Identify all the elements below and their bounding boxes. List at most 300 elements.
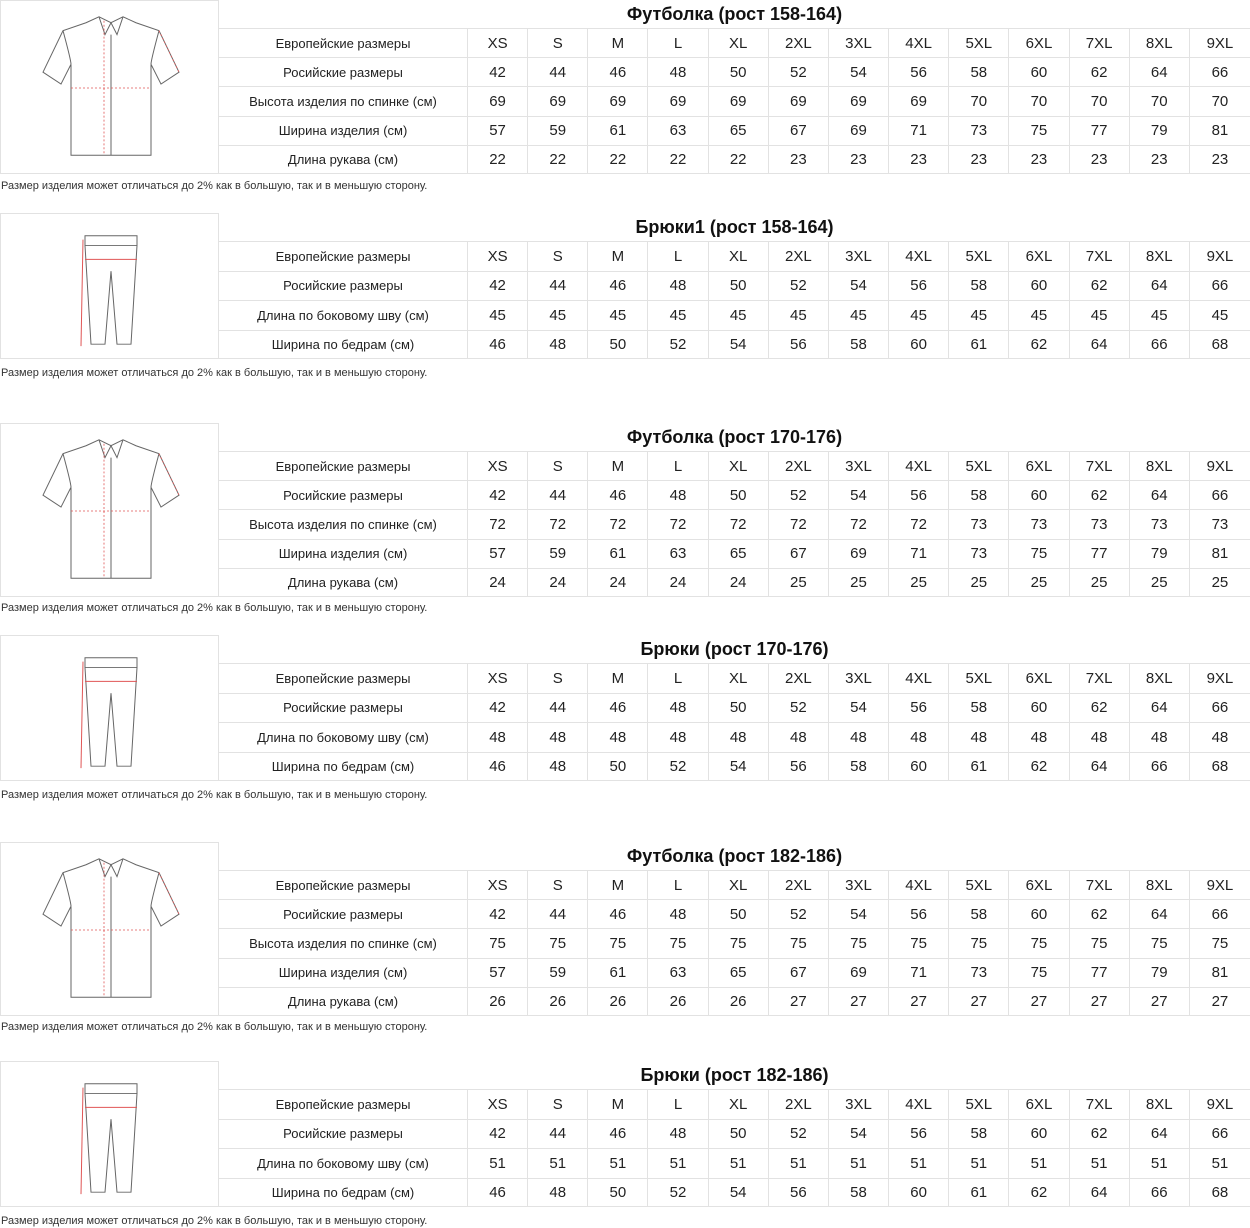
table-cell: 81 xyxy=(1211,545,1229,563)
table-cell: 44 xyxy=(528,58,588,86)
table-cell: 62 xyxy=(1070,900,1130,928)
table-title xyxy=(219,635,1250,663)
table-cell: 61 xyxy=(949,331,1009,359)
table-cell: 3XL xyxy=(829,242,889,271)
table-cell: 5XL xyxy=(949,29,1009,57)
table-cell: 50 xyxy=(588,1179,648,1207)
row-label: Европейские размеры xyxy=(219,871,468,899)
table-cell: 4XL xyxy=(889,871,949,899)
table-cell: 42 xyxy=(468,694,528,723)
table-cell: 24 xyxy=(588,569,648,596)
table-cell: 54 xyxy=(829,694,889,723)
size-table xyxy=(219,1061,1250,1207)
size-table-pants xyxy=(0,635,1250,781)
table-cell: 70 xyxy=(949,87,1009,115)
table-cell: 66 xyxy=(1211,486,1229,504)
table-cell: XS xyxy=(468,1090,528,1119)
table-cell: 8XL xyxy=(1130,29,1190,57)
table-cell: 81 xyxy=(1211,964,1229,982)
table-cell: 44 xyxy=(528,1120,588,1149)
size-table xyxy=(219,213,1250,359)
table-cell: 72 xyxy=(769,510,829,538)
table-cell: 56 xyxy=(889,694,949,723)
table-cell: S xyxy=(528,452,588,480)
table-cell: 64 xyxy=(1130,272,1190,301)
table-cell: 69 xyxy=(829,540,889,568)
table-cell: 48 xyxy=(588,723,648,752)
table-cell: 58 xyxy=(949,58,1009,86)
row-label: Ширина изделия (см) xyxy=(219,959,468,987)
row-label: Ширина по бедрам (см) xyxy=(219,1179,468,1207)
table-cell: 52 xyxy=(648,331,708,359)
table-cell: 2XL xyxy=(769,242,829,271)
table-cell: 23 xyxy=(1009,146,1069,173)
table-cell: 73 xyxy=(949,510,1009,538)
table-cell: 57 xyxy=(468,117,528,145)
table-cell: 25 xyxy=(1070,569,1130,596)
table-row xyxy=(219,509,1250,538)
table-cell: 4XL xyxy=(889,452,949,480)
table-cell: 6XL xyxy=(1009,452,1069,480)
size-table xyxy=(219,842,1250,1016)
table-row xyxy=(219,330,1250,360)
table-cell: 6XL xyxy=(1009,664,1069,693)
table-cell: L xyxy=(648,29,708,57)
table-row xyxy=(219,451,1250,480)
table-cell: 69 xyxy=(829,87,889,115)
table-cell: 9XL xyxy=(1206,247,1234,265)
table-cell: 67 xyxy=(769,959,829,987)
table-title-height-range: (рост 182-186) xyxy=(713,846,843,866)
table-cell: 72 xyxy=(528,510,588,538)
row-label: Длина по боковому шву (см) xyxy=(219,723,468,752)
table-cell: 69 xyxy=(468,87,528,115)
table-cell: 27 xyxy=(1211,992,1229,1010)
table-cell: 2XL xyxy=(769,871,829,899)
size-table xyxy=(219,635,1250,781)
table-cell: 50 xyxy=(709,481,769,509)
table-cell: 4XL xyxy=(889,29,949,57)
table-cell: 51 xyxy=(1009,1149,1069,1178)
table-cell: XL xyxy=(709,664,769,693)
row-label: Длина по боковому шву (см) xyxy=(219,1149,468,1178)
table-cell: 73 xyxy=(949,959,1009,987)
table-cell: 60 xyxy=(1009,272,1069,301)
table-cell: 52 xyxy=(769,481,829,509)
table-cell: 46 xyxy=(588,272,648,301)
table-cell: XS xyxy=(468,29,528,57)
table-cell: 5XL xyxy=(949,452,1009,480)
table-cell: L xyxy=(648,452,708,480)
table-cell: 79 xyxy=(1130,540,1190,568)
table-cell: S xyxy=(528,1090,588,1119)
pants-illustration xyxy=(0,213,219,359)
table-row xyxy=(219,752,1250,782)
table-cell: 66 xyxy=(1211,63,1229,81)
row-label: Росийские размеры xyxy=(219,481,468,509)
table-cell: 9XL xyxy=(1206,876,1234,894)
table-cell: XS xyxy=(468,871,528,899)
table-row xyxy=(219,480,1250,509)
table-cell: 46 xyxy=(588,481,648,509)
row-label: Росийские размеры xyxy=(219,272,468,301)
table-cell: 75 xyxy=(889,929,949,957)
table-cell: 58 xyxy=(949,272,1009,301)
table-cell: 81 xyxy=(1211,122,1229,140)
table-cell: 64 xyxy=(1130,694,1190,723)
size-table-shirt xyxy=(0,423,1250,597)
table-cell: 7XL xyxy=(1070,29,1130,57)
table-title xyxy=(219,842,1250,870)
table-cell: 79 xyxy=(1130,959,1190,987)
table-cell: 73 xyxy=(1009,510,1069,538)
table-cell: 45 xyxy=(889,301,949,330)
table-cell: 52 xyxy=(648,1179,708,1207)
table-cell: M xyxy=(588,871,648,899)
table-cell: 56 xyxy=(889,900,949,928)
table-cell: 52 xyxy=(769,1120,829,1149)
table-cell: M xyxy=(588,1090,648,1119)
table-cell: 68 xyxy=(1211,335,1229,353)
table-cell: 75 xyxy=(1211,934,1229,952)
table-cell: M xyxy=(588,664,648,693)
table-cell: 5XL xyxy=(949,242,1009,271)
table-cell: 45 xyxy=(1211,306,1229,324)
table-cell: 56 xyxy=(769,753,829,781)
row-label: Росийские размеры xyxy=(219,900,468,928)
table-cell: 52 xyxy=(769,58,829,86)
table-title-height-range: (рост 170-176) xyxy=(699,639,829,659)
table-cell: 56 xyxy=(889,58,949,86)
table-cell: 64 xyxy=(1130,1120,1190,1149)
size-table-shirt xyxy=(0,842,1250,1016)
table-cell: 8XL xyxy=(1130,452,1190,480)
table-cell: 66 xyxy=(1211,277,1229,295)
table-cell: 46 xyxy=(468,753,528,781)
table-cell: 51 xyxy=(949,1149,1009,1178)
row-label: Европейские размеры xyxy=(219,452,468,480)
table-cell: 48 xyxy=(949,723,1009,752)
table-cell: 60 xyxy=(1009,481,1069,509)
table-cell: 56 xyxy=(769,331,829,359)
table-title-main: Брюки xyxy=(640,639,700,659)
table-cell: 45 xyxy=(769,301,829,330)
table-cell: 22 xyxy=(648,146,708,173)
size-tolerance-note: Размер изделия может отличаться до 2% как в большую, так и в меньшую сторону. xyxy=(1,1021,428,1033)
table-row xyxy=(219,116,1250,145)
table-cell: 58 xyxy=(949,1120,1009,1149)
table-cell: 9XL xyxy=(1206,669,1234,687)
table-cell: 50 xyxy=(709,272,769,301)
size-tolerance-note: Размер изделия может отличаться до 2% как в большую, так и в меньшую сторону. xyxy=(1,789,428,801)
table-cell: 70 xyxy=(1130,87,1190,115)
table-title-height-range: (рост 158-164) xyxy=(704,217,834,237)
table-cell: 75 xyxy=(1130,929,1190,957)
table-cell: M xyxy=(588,452,648,480)
table-cell: 75 xyxy=(769,929,829,957)
table-cell: 45 xyxy=(1009,301,1069,330)
table-cell: 45 xyxy=(528,301,588,330)
table-cell: 23 xyxy=(1070,146,1130,173)
table-cell: 73 xyxy=(949,540,1009,568)
table-cell: 44 xyxy=(528,694,588,723)
row-label: Высота изделия по спинке (см) xyxy=(219,929,468,957)
table-cell: 48 xyxy=(528,723,588,752)
table-cell: 64 xyxy=(1130,481,1190,509)
table-cell: 48 xyxy=(648,58,708,86)
table-cell: XS xyxy=(468,452,528,480)
table-cell: 48 xyxy=(1070,723,1130,752)
table-row xyxy=(219,987,1250,1016)
pants-illustration xyxy=(0,1061,219,1207)
table-cell: L xyxy=(648,664,708,693)
table-cell: 62 xyxy=(1070,694,1130,723)
table-row xyxy=(219,241,1250,271)
table-cell: 23 xyxy=(889,146,949,173)
table-cell: 54 xyxy=(829,58,889,86)
table-cell: 77 xyxy=(1070,540,1130,568)
table-cell: S xyxy=(528,242,588,271)
size-tolerance-note: Размер изделия может отличаться до 2% как в большую, так и в меньшую сторону. xyxy=(1,602,428,614)
table-cell: 7XL xyxy=(1070,1090,1130,1119)
table-title-main: Брюки xyxy=(640,1065,700,1085)
table-cell: 26 xyxy=(468,988,528,1015)
table-cell: 60 xyxy=(1009,58,1069,86)
table-cell: 58 xyxy=(949,694,1009,723)
table-title-main: Брюки1 xyxy=(635,217,705,237)
table-cell: 51 xyxy=(528,1149,588,1178)
table-cell: 62 xyxy=(1070,58,1130,86)
table-cell: 51 xyxy=(1070,1149,1130,1178)
table-title xyxy=(219,423,1250,451)
table-cell: XL xyxy=(709,452,769,480)
row-label: Европейские размеры xyxy=(219,29,468,57)
table-title-main: Футболка xyxy=(626,4,714,24)
row-label: Длина рукава (см) xyxy=(219,569,468,596)
table-cell: 64 xyxy=(1070,331,1130,359)
table-cell: 69 xyxy=(889,87,949,115)
table-cell: 70 xyxy=(1070,87,1130,115)
row-label: Росийские размеры xyxy=(219,694,468,723)
table-cell: 75 xyxy=(829,929,889,957)
table-cell: 48 xyxy=(648,694,708,723)
table-row xyxy=(219,928,1250,957)
table-cell: 75 xyxy=(949,929,1009,957)
table-cell: 62 xyxy=(1070,481,1130,509)
table-cell: 27 xyxy=(949,988,1009,1015)
table-cell: 65 xyxy=(709,117,769,145)
table-cell: 51 xyxy=(829,1149,889,1178)
table-cell: 51 xyxy=(709,1149,769,1178)
table-cell: 56 xyxy=(769,1179,829,1207)
table-cell: 45 xyxy=(1070,301,1130,330)
table-cell: 26 xyxy=(528,988,588,1015)
table-cell: 75 xyxy=(648,929,708,957)
table-cell: 50 xyxy=(709,900,769,928)
row-label: Европейские размеры xyxy=(219,1090,468,1119)
table-cell: 3XL xyxy=(829,871,889,899)
table-cell: 54 xyxy=(829,481,889,509)
table-cell: 64 xyxy=(1070,1179,1130,1207)
table-row xyxy=(219,28,1250,57)
table-cell: L xyxy=(648,1090,708,1119)
size-table xyxy=(219,423,1250,597)
table-cell: 67 xyxy=(769,540,829,568)
table-cell: 72 xyxy=(889,510,949,538)
table-cell: 51 xyxy=(889,1149,949,1178)
table-cell: 50 xyxy=(709,58,769,86)
table-cell: 3XL xyxy=(829,452,889,480)
table-cell: 72 xyxy=(648,510,708,538)
table-cell: 54 xyxy=(709,331,769,359)
table-cell: 60 xyxy=(889,1179,949,1207)
table-cell: 63 xyxy=(648,117,708,145)
table-cell: 22 xyxy=(468,146,528,173)
table-cell: 48 xyxy=(648,1120,708,1149)
table-cell: 23 xyxy=(1211,150,1229,168)
table-cell: 8XL xyxy=(1130,871,1190,899)
table-cell: 51 xyxy=(648,1149,708,1178)
table-cell: 6XL xyxy=(1009,1090,1069,1119)
table-cell: 59 xyxy=(528,959,588,987)
table-cell: 25 xyxy=(769,569,829,596)
table-cell: 73 xyxy=(1211,515,1229,533)
table-cell: 25 xyxy=(1211,573,1229,591)
table-cell: 4XL xyxy=(889,664,949,693)
table-cell: 52 xyxy=(648,753,708,781)
table-cell: 2XL xyxy=(769,29,829,57)
table-cell: 27 xyxy=(889,988,949,1015)
table-cell: 58 xyxy=(949,481,1009,509)
table-cell: 27 xyxy=(1070,988,1130,1015)
table-cell: S xyxy=(528,29,588,57)
table-cell: 72 xyxy=(829,510,889,538)
table-cell: 25 xyxy=(829,569,889,596)
table-cell: 69 xyxy=(528,87,588,115)
table-cell: 24 xyxy=(709,569,769,596)
table-cell: M xyxy=(588,242,648,271)
table-title xyxy=(219,213,1250,241)
table-cell: 9XL xyxy=(1206,457,1234,475)
table-cell: M xyxy=(588,29,648,57)
table-title-main: Футболка xyxy=(626,846,714,866)
table-cell: 60 xyxy=(889,331,949,359)
table-cell: 54 xyxy=(709,1179,769,1207)
table-row xyxy=(219,1089,1250,1119)
table-cell: 25 xyxy=(949,569,1009,596)
table-cell: 25 xyxy=(889,569,949,596)
table-cell: 5XL xyxy=(949,664,1009,693)
table-cell: 48 xyxy=(1130,723,1190,752)
table-cell: 69 xyxy=(709,87,769,115)
table-cell: S xyxy=(528,871,588,899)
size-table-pants xyxy=(0,213,1250,359)
table-cell: 48 xyxy=(769,723,829,752)
table-cell: 45 xyxy=(648,301,708,330)
table-cell: 25 xyxy=(1009,569,1069,596)
table-cell: 3XL xyxy=(829,29,889,57)
table-cell: 63 xyxy=(648,540,708,568)
table-cell: 73 xyxy=(1130,510,1190,538)
row-label: Европейские размеры xyxy=(219,664,468,693)
table-cell: 48 xyxy=(648,900,708,928)
table-cell: 8XL xyxy=(1130,242,1190,271)
table-cell: 75 xyxy=(528,929,588,957)
table-cell: 56 xyxy=(889,481,949,509)
table-cell: 54 xyxy=(829,900,889,928)
table-cell: 48 xyxy=(648,723,708,752)
table-cell: 60 xyxy=(1009,694,1069,723)
table-cell: 68 xyxy=(1211,757,1229,775)
table-cell: 48 xyxy=(1211,728,1229,746)
table-cell: 48 xyxy=(528,753,588,781)
table-cell: L xyxy=(648,871,708,899)
table-cell: 2XL xyxy=(769,664,829,693)
table-cell: 48 xyxy=(528,331,588,359)
table-cell: 75 xyxy=(588,929,648,957)
table-cell: 54 xyxy=(829,272,889,301)
table-cell: 7XL xyxy=(1070,452,1130,480)
size-tolerance-note: Размер изделия может отличаться до 2% как в большую, так и в меньшую сторону. xyxy=(1,367,428,379)
row-label: Европейские размеры xyxy=(219,242,468,271)
table-row xyxy=(219,870,1250,899)
table-cell: 73 xyxy=(1070,510,1130,538)
table-cell: 66 xyxy=(1211,905,1229,923)
size-table xyxy=(219,0,1250,174)
table-cell: 45 xyxy=(949,301,1009,330)
table-cell: 22 xyxy=(588,146,648,173)
table-cell: 54 xyxy=(709,753,769,781)
table-title xyxy=(219,1061,1250,1089)
table-cell: 70 xyxy=(1009,87,1069,115)
table-cell: 26 xyxy=(709,988,769,1015)
table-cell: 23 xyxy=(949,146,1009,173)
table-cell: 68 xyxy=(1211,1183,1229,1201)
table-cell: 70 xyxy=(1211,92,1229,110)
row-label: Ширина изделия (см) xyxy=(219,117,468,145)
table-cell: 63 xyxy=(648,959,708,987)
table-cell: XL xyxy=(709,1090,769,1119)
table-cell: 54 xyxy=(829,1120,889,1149)
table-cell: 61 xyxy=(588,117,648,145)
table-row xyxy=(219,1178,1250,1208)
table-cell: 71 xyxy=(889,117,949,145)
table-cell: 52 xyxy=(769,272,829,301)
table-cell: 62 xyxy=(1009,1179,1069,1207)
table-cell: 50 xyxy=(709,694,769,723)
table-cell: 56 xyxy=(889,272,949,301)
table-cell: 23 xyxy=(1130,146,1190,173)
table-cell: 46 xyxy=(468,331,528,359)
table-cell: 75 xyxy=(1009,929,1069,957)
table-cell: 56 xyxy=(889,1120,949,1149)
table-cell: 5XL xyxy=(949,1090,1009,1119)
table-cell: 58 xyxy=(829,331,889,359)
size-tolerance-note: Размер изделия может отличаться до 2% как в большую, так и в меньшую сторону. xyxy=(1,180,428,192)
table-cell: 77 xyxy=(1070,959,1130,987)
pants-illustration xyxy=(0,635,219,781)
table-cell: 66 xyxy=(1130,331,1190,359)
table-cell: 50 xyxy=(588,753,648,781)
table-cell: 6XL xyxy=(1009,871,1069,899)
table-cell: 60 xyxy=(1009,1120,1069,1149)
table-cell: 51 xyxy=(1130,1149,1190,1178)
row-label: Длина рукава (см) xyxy=(219,988,468,1015)
table-cell: 58 xyxy=(949,900,1009,928)
table-cell: 59 xyxy=(528,540,588,568)
table-cell: 65 xyxy=(709,540,769,568)
table-row xyxy=(219,568,1250,597)
